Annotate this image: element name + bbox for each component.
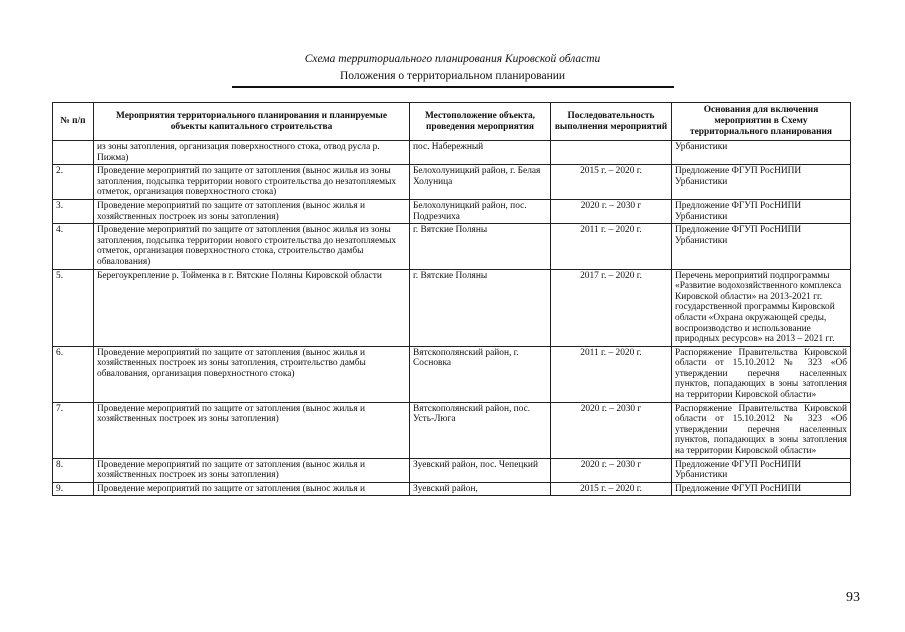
- row-period: 2017 г. – 2020 г.: [551, 269, 672, 346]
- row-basis: Урбанистики: [672, 141, 851, 165]
- row-event: Проведение мероприятий по защите от затопления (вынос жилья из зоны затопления, подсыпка территории нового строительства до незатопляемых отметок, организация поверхностного стока, строительство дамбы обвалования): [94, 224, 410, 269]
- row-basis: Предложение ФГУП РосНИПИ: [672, 482, 851, 496]
- measures-table: [52, 102, 851, 496]
- row-period: 2020 г. – 2030 г: [551, 458, 672, 482]
- table-row: [53, 402, 851, 458]
- row-number: 2.: [53, 165, 94, 200]
- row-basis: Предложение ФГУП РосНИПИ Урбанистики: [672, 165, 851, 200]
- row-period: 2020 г. – 2030 г: [551, 199, 672, 223]
- table-row: [53, 141, 851, 165]
- col-header-basis: Основания для включения мероприятии в Схему территориального планирования: [672, 103, 851, 141]
- row-basis: Распоряжение Правительства Кировской области от 15.10.2012 № 323 «Об утверждении перечня населенных пунктов, попадающих в зоны затопления на территории Кировской области»: [672, 402, 851, 458]
- row-location: Белохолуницкий район, г. Белая Холуница: [410, 165, 551, 200]
- row-event: Берегоукрепление р. Тойменка в г. Вятские Поляны Кировской области: [94, 269, 410, 346]
- col-header-location: Местоположение объекта, проведения мероприятия: [410, 103, 551, 141]
- row-number: 9.: [53, 482, 94, 496]
- row-event: Проведение мероприятий по защите от затопления (вынос жилья из зоны затопления, подсыпка территории нового строительства до незатопляемых отметок, организация поверхностного стока): [94, 165, 410, 200]
- row-basis: Предложение ФГУП РосНИПИ Урбанистики: [672, 458, 851, 482]
- table-row: [53, 224, 851, 269]
- row-period: 2015 г. – 2020 г.: [551, 482, 672, 496]
- row-basis: Предложение ФГУП РосНИПИ Урбанистики: [672, 224, 851, 269]
- row-event: Проведение мероприятий по защите от затопления (вынос жилья и хозяйственных построек из зоны затопления): [94, 458, 410, 482]
- row-event: Проведение мероприятий по защите от затопления (вынос жилья и хозяйственных построек из зоны затопления): [94, 402, 410, 458]
- row-number: 8.: [53, 458, 94, 482]
- row-number: 5.: [53, 269, 94, 346]
- row-period: [551, 141, 672, 165]
- row-location: пос. Набережный: [410, 141, 551, 165]
- col-header-event: Мероприятия территориального планирования и планируемые объекты капитального строительства: [94, 103, 410, 141]
- table-row: [53, 269, 851, 346]
- table-row: [53, 165, 851, 200]
- row-location: Зуевский район, пос. Чепецкий: [410, 458, 551, 482]
- table-header-row: [53, 103, 851, 141]
- row-period: 2011 г. – 2020 г.: [551, 346, 672, 402]
- document-title: Схема территориального планирования Кировской области: [304, 53, 601, 65]
- row-location: г. Вятские Поляны: [410, 269, 551, 346]
- row-event: Проведение мероприятий по защите от затопления (вынос жилья и хозяйственных построек из зоны затопления, строительство дамбы обвалования, организация поверхностного стока): [94, 346, 410, 402]
- row-number: 7.: [53, 402, 94, 458]
- col-header-period: Последовательность выполнения мероприятий: [551, 103, 672, 141]
- row-period: 2020 г. – 2030 г: [551, 402, 672, 458]
- table-row: [53, 346, 851, 402]
- row-number: 6.: [53, 346, 94, 402]
- row-basis: Предложение ФГУП РосНИПИ Урбанистики: [672, 199, 851, 223]
- document-subtitle: Положения о территориальном планировании: [339, 70, 566, 82]
- row-location: Вятскополянский район, пос. Усть-Люга: [410, 402, 551, 458]
- row-number: 3.: [53, 199, 94, 223]
- table-row: [53, 458, 851, 482]
- row-period: 2011 г. – 2020 г.: [551, 224, 672, 269]
- table-row: [53, 482, 851, 496]
- row-basis: Распоряжение Правительства Кировской области от 15.10.2012 № 323 «Об утверждении перечня населенных пунктов, попадающих в зоны затопления на территории Кировской области»: [672, 346, 851, 402]
- header-divider: [232, 86, 674, 88]
- page-number: 93: [846, 590, 860, 605]
- row-event: из зоны затопления, организация поверхностного стока, отвод русла р. Пижма): [94, 141, 410, 165]
- row-event: Проведение мероприятий по защите от затопления (вынос жилья и хозяйственных построек из зоны затопления): [94, 199, 410, 223]
- table-row: [53, 199, 851, 223]
- row-number: 4.: [53, 224, 94, 269]
- row-period: 2015 г. – 2020 г.: [551, 165, 672, 200]
- row-location: Белохолуницкий район, пос. Подрезчиха: [410, 199, 551, 223]
- row-event: Проведение мероприятий по защите от затопления (вынос жилья и: [94, 482, 410, 496]
- row-basis: Перечень мероприятий подпрограммы «Развитие водохозяйственного комплекса Кировской области» на 2013-2021 гг. государственной программы Кировской области «Охрана окружающей среды, воспроизводство и использование природных ресурсов» на 2013 – 2021 гг.: [672, 269, 851, 346]
- row-location: Вятскополянский район, г. Сосновка: [410, 346, 551, 402]
- row-location: г. Вятские Поляны: [410, 224, 551, 269]
- row-number: [53, 141, 94, 165]
- row-location: Зуевский район,: [410, 482, 551, 496]
- col-header-number: № п/п: [53, 103, 94, 141]
